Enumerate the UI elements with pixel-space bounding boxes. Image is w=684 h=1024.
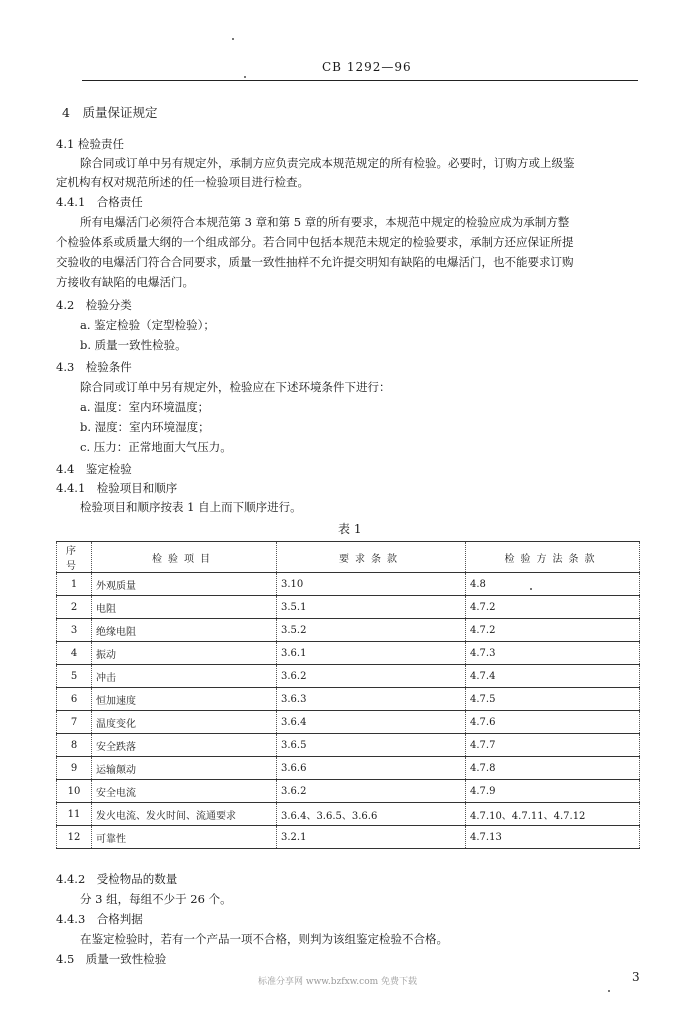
header-rule [82,80,638,81]
table-cell-no: 9 [57,757,92,780]
table-cell-requirement: 3.10 [277,573,466,596]
section-4-2-item-b: b. 质量一致性检验。 [80,338,187,352]
table-cell-no: 8 [57,734,92,757]
table-row [57,665,640,688]
section-4-4-2-title: 4.4.2 受检物品的数量 [56,872,178,886]
table-row [57,573,640,596]
scan-speck [232,38,234,40]
table-cell-method: 4.7.4 [466,665,640,688]
table-cell-requirement: 3.6.3 [277,688,466,711]
section-4-3-title: 4.3 检验条件 [56,360,132,374]
table-cell-no: 6 [57,688,92,711]
table-cell-method: 4.7.9 [466,780,640,803]
table-cell-method: 4.7.6 [466,711,640,734]
section-4-1-title: 4.1 检验责任 [56,137,124,151]
table-cell-requirement: 3.6.5 [277,734,466,757]
standard-number: CB 1292—96 [322,60,412,74]
section-4-4-1b-para: 检验项目和顺序按表 1 自上而下顺序进行。 [80,500,302,514]
table-cell-method: 4.7.8 [466,757,640,780]
table-row [57,780,640,803]
section-4-1-para-1: 除合同或订单中另有规定外，承制方应负责完成本规范规定的所有检验。必要时，订购方或上级鉴 [80,156,575,170]
table-row [57,734,640,757]
table-cell-item: 振动 [92,642,277,665]
section-4-2-item-a: a. 鉴定检验（定型检验）； [80,318,215,332]
table-row [57,619,640,642]
table-cell-requirement: 3.6.4 [277,711,466,734]
table-cell-method: 4.7.5 [466,688,640,711]
scan-speck [244,76,246,78]
scan-speck [608,990,610,992]
table-cell-no: 7 [57,711,92,734]
table-cell-requirement: 3.6.6 [277,757,466,780]
section-4-4-1-para-2: 个检验体系或质量大纲的一个组成部分。若合同中包括本规范未规定的检验要求，承制方还应保证所提 [56,235,574,249]
table-cell-item: 安全跌落 [92,734,277,757]
table-cell-no: 1 [57,573,92,596]
table-row [57,711,640,734]
table-cell-no: 10 [57,780,92,803]
page-number: 3 [632,970,640,984]
table-row [57,688,640,711]
table-cell-item: 电阻 [92,596,277,619]
table-cell-method: 4.7.3 [466,642,640,665]
table-header-row [57,542,640,573]
section-4-4-title: 4.4 鉴定检验 [56,462,132,476]
footer-watermark: 标准分享网 www.bzfxw.com 免费下载 [258,977,418,987]
section-4-4-1-para-1: 所有电爆活门必须符合本规范第 3 章和第 5 章的所有要求，本规范中规定的检验应成为承制方整 [80,215,570,229]
table-cell-requirement: 3.6.2 [277,665,466,688]
table-cell-method: 4.7.2 [466,619,640,642]
table-header-cell: 检验方法条款 [466,542,640,573]
section-4-3-item-a: a. 温度：室内环境温度； [80,400,210,414]
section-4-4-1-para-4: 方接收有缺陷的电爆活门。 [56,275,194,289]
table-header-cell: 序号 [57,542,92,573]
table-cell-requirement: 3.5.1 [277,596,466,619]
table-cell-method: 4.8 [466,573,640,596]
table-cell-method: 4.7.2 [466,596,640,619]
table-cell-item: 可靠性 [92,826,277,849]
table-cell-item: 绝缘电阻 [92,619,277,642]
table-cell-requirement: 3.2.1 [277,826,466,849]
table-cell-requirement: 3.6.1 [277,642,466,665]
table-cell-method: 4.7.13 [466,826,640,849]
table-cell-no: 12 [57,826,92,849]
table-row [57,642,640,665]
table-row [57,826,640,849]
table-cell-method: 4.7.10、4.7.11、4.7.12 [466,803,640,826]
section-4-4-1-para-3: 交验收的电爆活门符合合同要求，质量一致性抽样不允许提交明知有缺陷的电爆活门，也不能要求订购 [56,255,574,269]
table-cell-requirement: 3.5.2 [277,619,466,642]
section-4-title: 4 质量保证规定 [62,105,158,120]
section-4-3-item-c: c. 压力：正常地面大气压力。 [80,440,232,454]
table-cell-no: 3 [57,619,92,642]
section-4-2-title: 4.2 检验分类 [56,298,132,312]
table-cell-item: 运输颠动 [92,757,277,780]
table-row [57,757,640,780]
scan-speck [530,588,532,590]
table-row [57,596,640,619]
table-cell-item: 外观质量 [92,573,277,596]
section-4-4-3-para: 在鉴定检验时，若有一个产品一项不合格，则判为该组鉴定检验不合格。 [80,932,448,946]
table-title: 表 1 [338,522,362,536]
table-cell-no: 11 [57,803,92,826]
section-4-1-para-2: 定机构有权对规范所述的任一检验项目进行检查。 [56,175,309,189]
section-4-4-2-para: 分 3 组，每组不少于 26 个。 [80,892,232,906]
table-row [57,803,640,826]
section-4-3-para: 除合同或订单中另有规定外，检验应在下述环境条件下进行： [80,380,391,394]
table-cell-requirement: 3.6.2 [277,780,466,803]
table-cell-item: 冲击 [92,665,277,688]
table-cell-no: 2 [57,596,92,619]
table-header-cell: 要求条款 [277,542,466,573]
section-4-4-1-title: 4.4.1 合格责任 [56,195,143,209]
table-cell-no: 5 [57,665,92,688]
table-header-cell: 检验项目 [92,542,277,573]
section-4-4-3-title: 4.4.3 合格判据 [56,912,143,926]
section-4-4-1b-title: 4.4.1 检验项目和顺序 [56,481,178,495]
inspection-table [56,541,640,849]
section-4-3-item-b: b. 湿度：室内环境湿度； [80,420,210,434]
table-cell-requirement: 3.6.4、3.6.5、3.6.6 [277,803,466,826]
table-cell-item: 发火电流、发火时间、流通要求 [92,803,277,826]
section-4-5-title: 4.5 质量一致性检验 [56,952,167,966]
table-cell-item: 安全电流 [92,780,277,803]
table-cell-item: 恒加速度 [92,688,277,711]
table-cell-method: 4.7.7 [466,734,640,757]
table-cell-item: 温度变化 [92,711,277,734]
table-cell-no: 4 [57,642,92,665]
